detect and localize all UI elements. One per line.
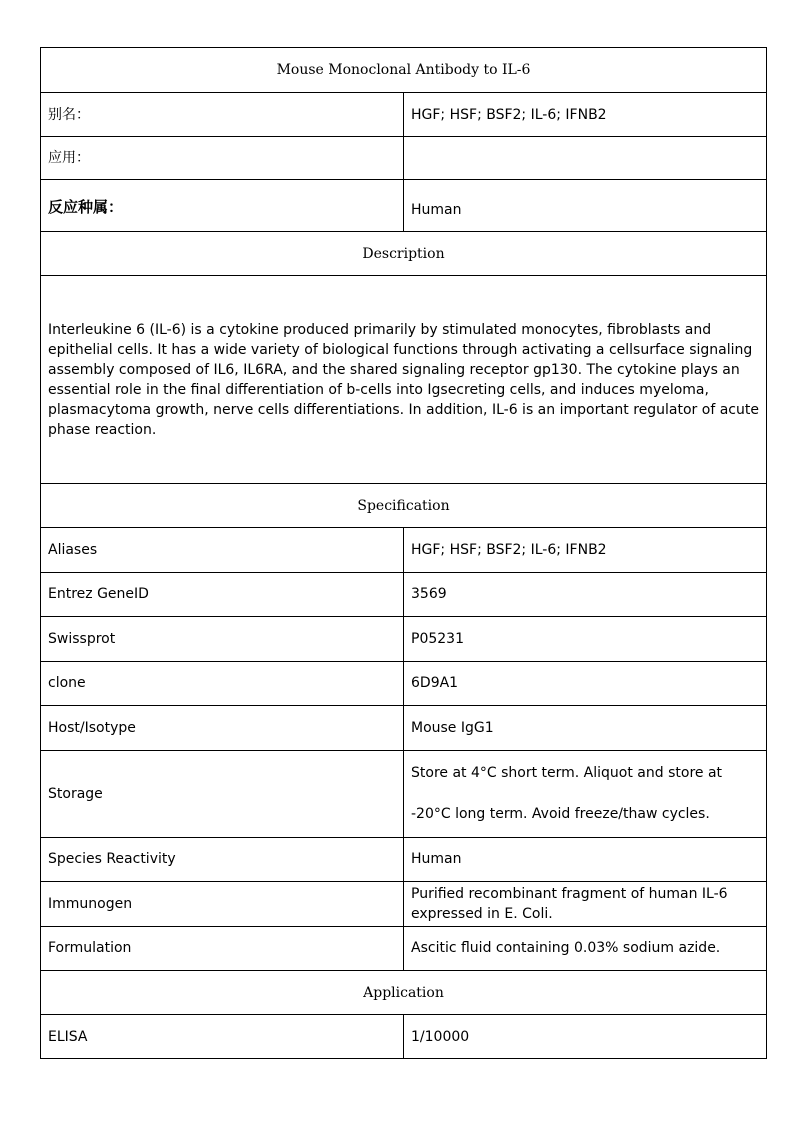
spec-label: Entrez GeneID: [41, 572, 404, 617]
alias-cn-label: 别名：: [41, 93, 404, 137]
page-title: Mouse Monoclonal Antibody to IL-6: [41, 48, 767, 93]
spec-label: Storage: [41, 750, 404, 837]
spec-value: 3569: [404, 572, 767, 617]
spec-value: Mouse IgG1: [404, 706, 767, 751]
spec-value: Store at 4°C short term. Aliquot and store at -20°C long term. Avoid freeze/thaw cycles.: [404, 750, 767, 837]
spec-value: Purified recombinant fragment of human IL-6 expressed in E. Coli.: [404, 882, 767, 927]
spec-row: [41, 661, 767, 706]
specification-heading: Specification: [41, 484, 767, 528]
spec-row: [41, 572, 767, 617]
reactivity-cn-value: Human: [404, 180, 767, 232]
application-cn-label: 应用：: [41, 137, 404, 180]
spec-label: Host/Isotype: [41, 706, 404, 751]
spec-label: Swissprot: [41, 617, 404, 662]
description-heading: Description: [41, 232, 767, 276]
spec-value: 6D9A1: [404, 661, 767, 706]
spec-row: [41, 528, 767, 573]
application-label: ELISA: [41, 1015, 404, 1059]
application-row: [41, 1015, 767, 1059]
spec-row: [41, 926, 767, 971]
spec-value: P05231: [404, 617, 767, 662]
header-row-application: [41, 137, 767, 180]
header-row-reactivity: [41, 180, 767, 232]
spec-row: [41, 706, 767, 751]
application-cn-value: [404, 137, 767, 180]
application-heading: Application: [41, 971, 767, 1015]
reactivity-cn-label: 反应种属：: [41, 180, 404, 232]
spec-row: [41, 617, 767, 662]
application-value: 1/10000: [404, 1015, 767, 1059]
spec-label: Immunogen: [41, 882, 404, 927]
description-text: Interleukine 6 (IL-6) is a cytokine produced primarily by stimulated monocytes, fibroblasts and epithelial cells. It has a wide variety of biological functions through activating a cellsurface signaling assembly composed of IL6, IL6RA, and the shared signaling receptor gp130. The cytokine plays an essential role in the final differentiation of b-cells into Igsecreting cells, and induces myeloma, plasmacytoma growth, nerve cells differentiations. In addition, IL-6 is an important regulator of acute phase reaction.: [41, 276, 767, 484]
spec-row: [41, 882, 767, 927]
datasheet-table: [40, 47, 767, 1059]
alias-cn-value: HGF; HSF; BSF2; IL-6; IFNB2: [404, 93, 767, 137]
spec-value: Ascitic fluid containing 0.03% sodium azide.: [404, 926, 767, 971]
spec-value: Human: [404, 837, 767, 882]
spec-label: Formulation: [41, 926, 404, 971]
spec-row-storage: [41, 750, 767, 837]
spec-row: [41, 837, 767, 882]
spec-label: Aliases: [41, 528, 404, 573]
header-row-alias: [41, 93, 767, 137]
spec-label: clone: [41, 661, 404, 706]
spec-value: HGF; HSF; BSF2; IL-6; IFNB2: [404, 528, 767, 573]
spec-label: Species Reactivity: [41, 837, 404, 882]
